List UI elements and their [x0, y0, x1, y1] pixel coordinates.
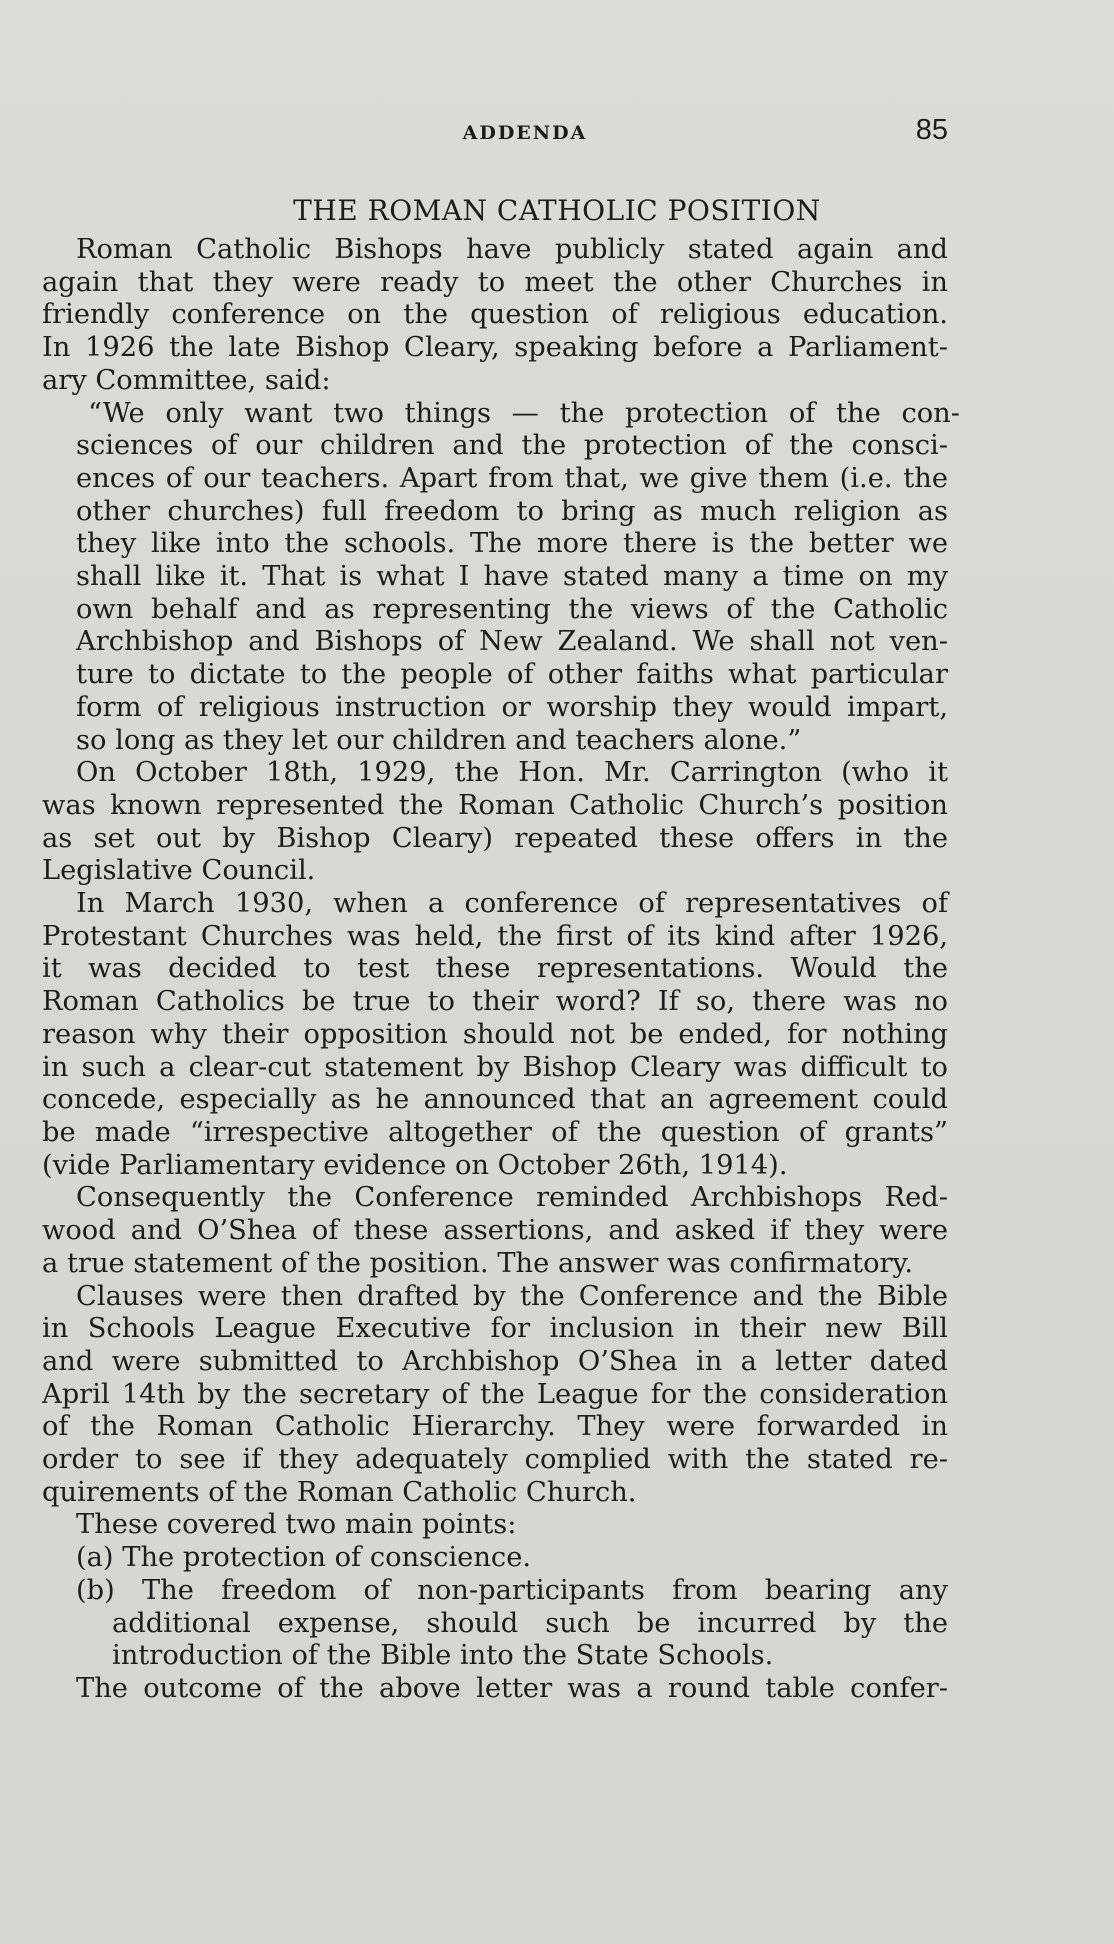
text-line: Legislative Council.: [42, 855, 316, 887]
text-line: so long as they let our children and teachers alone.”: [76, 724, 802, 756]
text-line: again that they were ready to meet the other Churches in: [42, 266, 948, 298]
text-line: Roman Catholic Bishops have publicly stated again and: [76, 234, 948, 265]
text-line: Roman Catholics be true to their word? If so, there was no: [42, 986, 948, 1018]
text-line: was known represented the Roman Catholic Church’s position: [42, 789, 948, 821]
text-line: Consequently the Conference reminded Archbishops Red-: [76, 1182, 948, 1214]
running-title: ADDENDA: [462, 122, 588, 144]
text-line: form of religious instruction or worship they would impart,: [76, 691, 948, 723]
text-line: introduction of the Bible into the State Schools.: [112, 1640, 774, 1672]
text-line: sciences of our children and the protection of the consci-: [76, 430, 948, 462]
text-line: additional expense, should such be incurred by the: [112, 1607, 948, 1639]
list-item: (a) The protection of conscience.: [76, 1542, 532, 1574]
text-line: shall like it. That is what I have stated many a time on my: [76, 561, 948, 593]
section-heading: THE ROMAN CATHOLIC POSITION: [293, 194, 821, 227]
text-line: ences of our teachers. Apart from that, we give them (i.e. the: [76, 462, 948, 494]
text-line: ary Committee, said:: [42, 364, 331, 396]
text-line: it was decided to test these representations. Would the: [42, 953, 948, 985]
text-line: as set out by Bishop Cleary) repeated these offers in the: [42, 822, 948, 854]
text-line: In 1926 the late Bishop Cleary, speaking before a Parliament-: [42, 332, 948, 364]
text-line: and were submitted to Archbishop O’Shea in a letter dated: [42, 1345, 948, 1377]
text-line: April 14th by the secretary of the League for the consideration: [42, 1378, 948, 1410]
text-line: “We only want two things — the protection of the con-: [88, 397, 960, 429]
text-line: These covered two main points:: [76, 1509, 517, 1541]
body-text: [42, 234, 960, 1706]
text-line: quirements of the Roman Catholic Church.: [42, 1476, 637, 1508]
text-line: own behalf and as representing the views of the Catholic: [76, 593, 948, 625]
text-line: concede, especially as he announced that an agreement could: [42, 1084, 948, 1116]
text-line: Protestant Churches was held, the first of its kind after 1926,: [42, 920, 948, 952]
text-line: Archbishop and Bishops of New Zealand. We shall not ven-: [76, 626, 948, 658]
text-line: In March 1930, when a conference of representatives of: [76, 888, 948, 920]
list-item: (b) The freedom of non-participants from bearing any: [76, 1574, 948, 1606]
text-line: On October 18th, 1929, the Hon. Mr. Carrington (who it: [76, 757, 948, 789]
text-line: of the Roman Catholic Hierarchy. They were forwarded in: [42, 1411, 948, 1443]
text-line: they like into the schools. The more there is the better we: [76, 528, 948, 560]
text-line: Clauses were then drafted by the Conference and the Bible: [76, 1280, 948, 1312]
text-line: other churches) full freedom to bring as much religion as: [76, 495, 948, 527]
page-number: 85: [915, 114, 948, 146]
text-line: reason why their opposition should not be ended, for nothing: [42, 1018, 948, 1050]
text-line: order to see if they adequately complied with the stated re-: [42, 1444, 948, 1476]
text-line: wood and O’Shea of these assertions, and asked if they were: [42, 1215, 948, 1247]
text-line: (vide Parliamentary evidence on October 26th, 1914).: [42, 1149, 788, 1181]
text-line: in Schools League Executive for inclusion in their new Bill: [42, 1313, 948, 1345]
text-line: The outcome of the above letter was a round table confer-: [76, 1672, 948, 1704]
text-line: a true statement of the position. The answer was confirmatory.: [42, 1247, 914, 1279]
text-line: in such a clear-cut statement by Bishop Cleary was difficult to: [42, 1051, 948, 1083]
text-line: ture to dictate to the people of other faiths what particular: [76, 659, 948, 691]
text-line: be made “irrespective altogether of the question of grants”: [42, 1116, 948, 1148]
text-line: friendly conference on the question of religious education.: [42, 299, 948, 331]
running-head: [0, 114, 1114, 150]
